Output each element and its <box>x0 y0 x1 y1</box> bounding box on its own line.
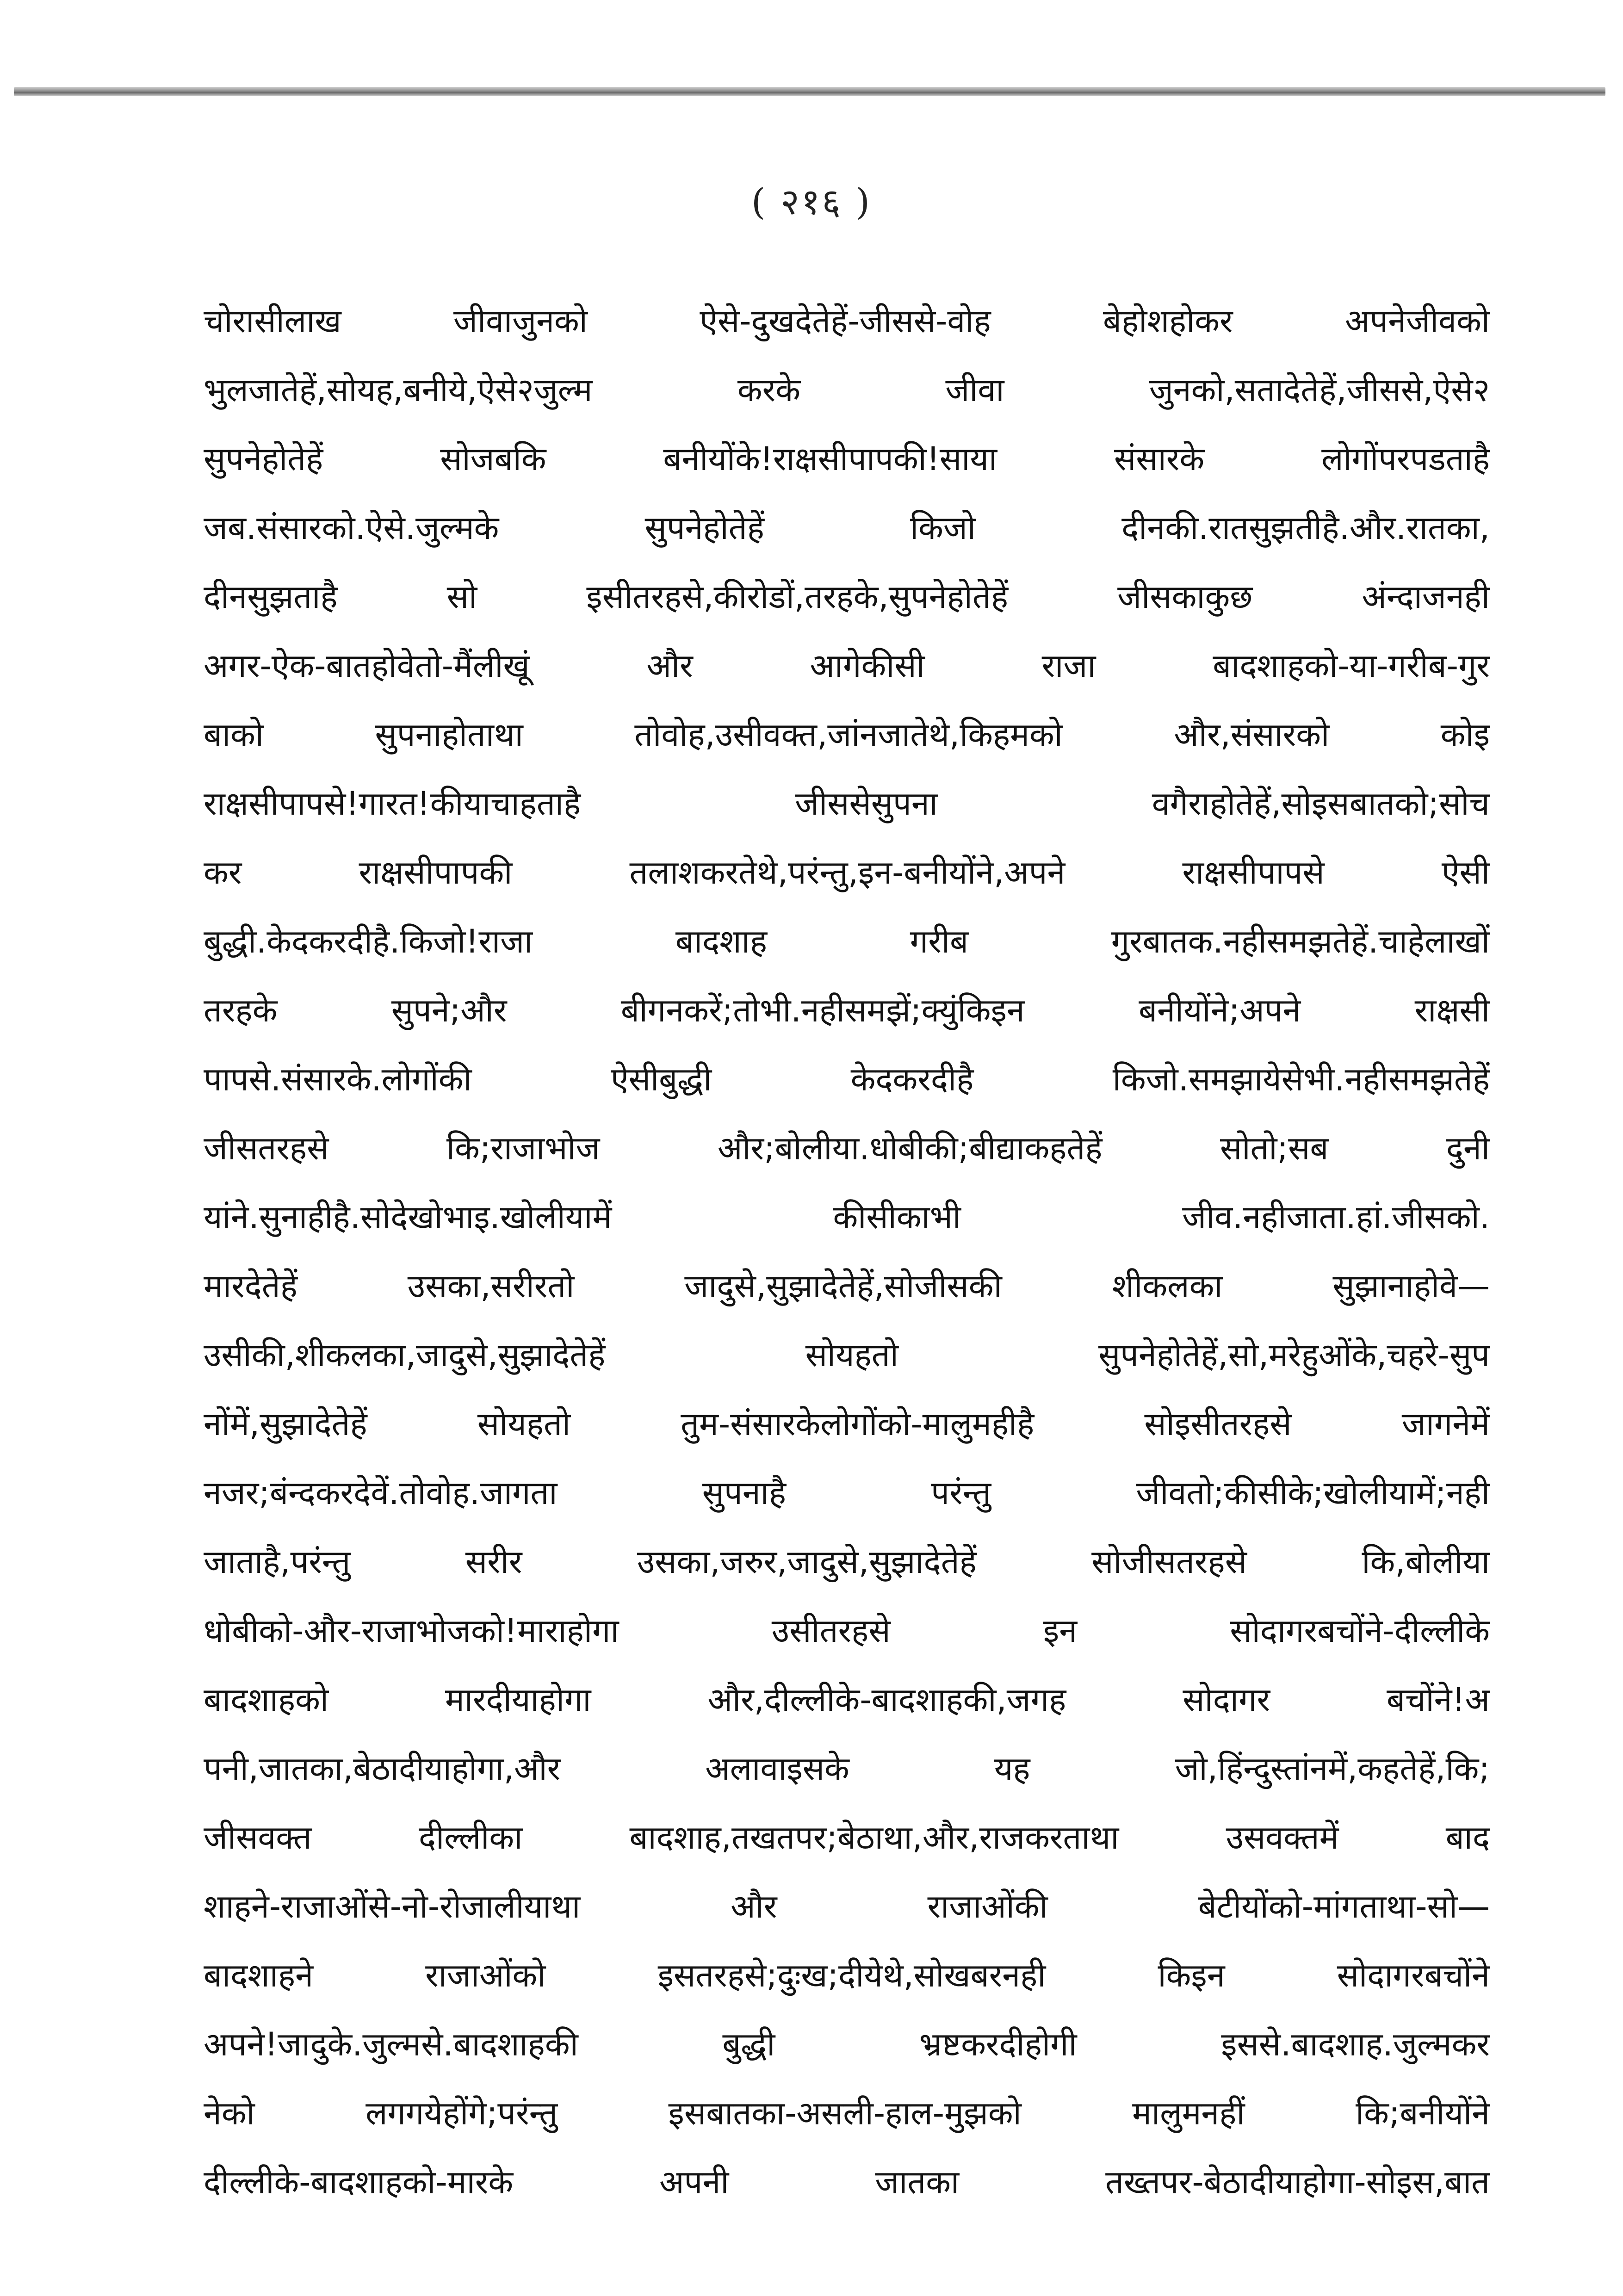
text-line: पापसे.संसारके.लोगोंकी ऐसीबुद्धी केदकरदीहै किजो.समझायेसेभी.नहीसमझतेहें <box>204 1060 1490 1098</box>
page-number: ( २१६ ) <box>751 181 872 223</box>
text-line: मारदेतेहें उसका,सरीरतो जादुसे,सुझादेतेहें,सोजीसकी शीकलका सुझानाहोवे— <box>204 1267 1490 1305</box>
text-line: दीनसुझताहै सो इसीतरहसे,कीरोडों,तरहके,सुपनेहोतेहें जीसकाकुछ अंन्दाजनही <box>204 578 1490 616</box>
text-line: उसीकी,शीकलका,जादुसे,सुझादेतेहें सोयहतो सुपनेहोतेहें,सो,मरेहुओंके,चहरे-सुप <box>204 1336 1490 1374</box>
text-line: बुद्धी.केदकरदीहै.किजो!राजा बादशाह गरीब गुरबातक.नहीसमझतेहें.चाहेलाखों <box>204 922 1490 960</box>
text-line: शाहने-राजाओंसे-नो-रोजालीयाथा और राजाओंकी बेटीयोंको-मांगताथा-सो— <box>204 1888 1490 1925</box>
text-line: जाताहै,परंन्तु सरीर उसका,जरुर,जादुसे,सुझादेतेहें सोजीसतरहसे कि,बोलीया <box>204 1543 1490 1581</box>
text-line: अपने!जादुके.जुल्मसे.बादशाहकी बुद्धी भ्रष्टकरदीहोगी इससे.बादशाह.जुल्मकर <box>204 2025 1490 2063</box>
text-line: नजर;बंन्दकरदेवें.तोवोह.जागता सुपनाहै परंन्तु जीवतो;कीसीके;खोलीयामें;नही <box>204 1474 1490 1512</box>
text-line: भुलजातेहें,सोयह,बनीये,ऐसे२जुल्म करके जीवा जुनको,सतादेतेहें,जीससे,ऐसे२ <box>204 371 1490 409</box>
text-line: सुपनेहोतेहें सोजबकि बनीयोंके!राक्षसीपापकी!साया संसारके लोगोंपरपडताहै <box>204 440 1490 478</box>
text-line: बादशाहको मारदीयाहोगा और,दील्लीके-बादशाहकी,जगह सोदागर बचोंने!अ <box>204 1681 1490 1719</box>
text-line: कर राक्षसीपापकी तलाशकरतेथे,परंन्तु,इन-बनीयोंने,अपने राक्षसीपापसे ऐसी <box>204 854 1490 891</box>
text-line: जीसवक्त दील्लीका बादशाह,तखतपर;बेठाथा,और,राजकरताथा उसवक्तमें बाद <box>204 1819 1490 1857</box>
text-line: बादशाहने राजाओंको इसतरहसे;दुःख;दीयेथे,सोखबरनही किइन सोदागरबचोंने <box>204 1956 1490 1994</box>
text-line: नेको लगगयेहोंगे;परंन्तु इसबातका-असली-हाल-मुझको मालुमनहीं कि;बनीयोंने <box>204 2094 1490 2132</box>
text-line: जीसतरहसे कि;राजाभोज और;बोलीया.धोबीकी;बीद्याकहतेहें सोतो;सब दुनी <box>204 1129 1490 1167</box>
text-line: यांने.सुनाहीहै.सोदेखोभाइ.खोलीयामें कीसीकाभी जीव.नहीजाता.हां.जीसको. <box>204 1198 1490 1236</box>
text-line: राक्षसीपापसे!गारत!कीयाचाहताहै जीससेसुपना वगैराहोतेहें,सोइसबातको;सोच <box>204 785 1490 823</box>
text-line: अगर-ऐक-बातहोवेतो-मैंलीखूं और आगेकीसी राजा बादशाहको-या-गरीब-गुर <box>204 647 1490 685</box>
text-line: चोरासीलाख जीवाजुनको ऐसे-दुखदेतेहें-जीससे-वोह बेहोशहोकर अपनेजीवको <box>204 302 1490 340</box>
text-line: पनी,जातका,बेठादीयाहोगा,और अलावाइसके यह जो,हिंन्दुस्तांनमें,कहतेहें,कि; <box>204 1750 1490 1788</box>
text-line: बाको सुपनाहोताथा तोवोह,उसीवक्त,जांनजातेथे,किहमको और,संसारको कोइ <box>204 716 1490 754</box>
text-line: जब.संसारको.ऐसे.जुल्मके सुपनेहोतेहें किजो दीनकी.रातसुझतीहै.और.रातका, <box>204 509 1490 547</box>
body-text <box>204 287 1490 2217</box>
text-line: नोंमें,सुझादेतेहें सोयहतो तुम-संसारकेलोगोंको-मालुमहीहै सोइसीतरहसे जागनेमें <box>204 1405 1490 1443</box>
text-line: तरहके सुपने;और बीगनकरें;तोभी.नहीसमझें;क्युंकिइन बनीयोंने;अपने राक्षसी <box>204 991 1490 1029</box>
text-line: दील्लीके-बादशाहको-मारके अपनी जातका तख्तपर-बेठादीयाहोगा-सोइस,बात <box>204 2163 1490 2201</box>
text-line: धोबीको-और-राजाभोजको!माराहोगा उसीतरहसे इन सोदागरबचोंने-दील्लीके <box>204 1612 1490 1650</box>
top-border-rule <box>14 87 1605 96</box>
